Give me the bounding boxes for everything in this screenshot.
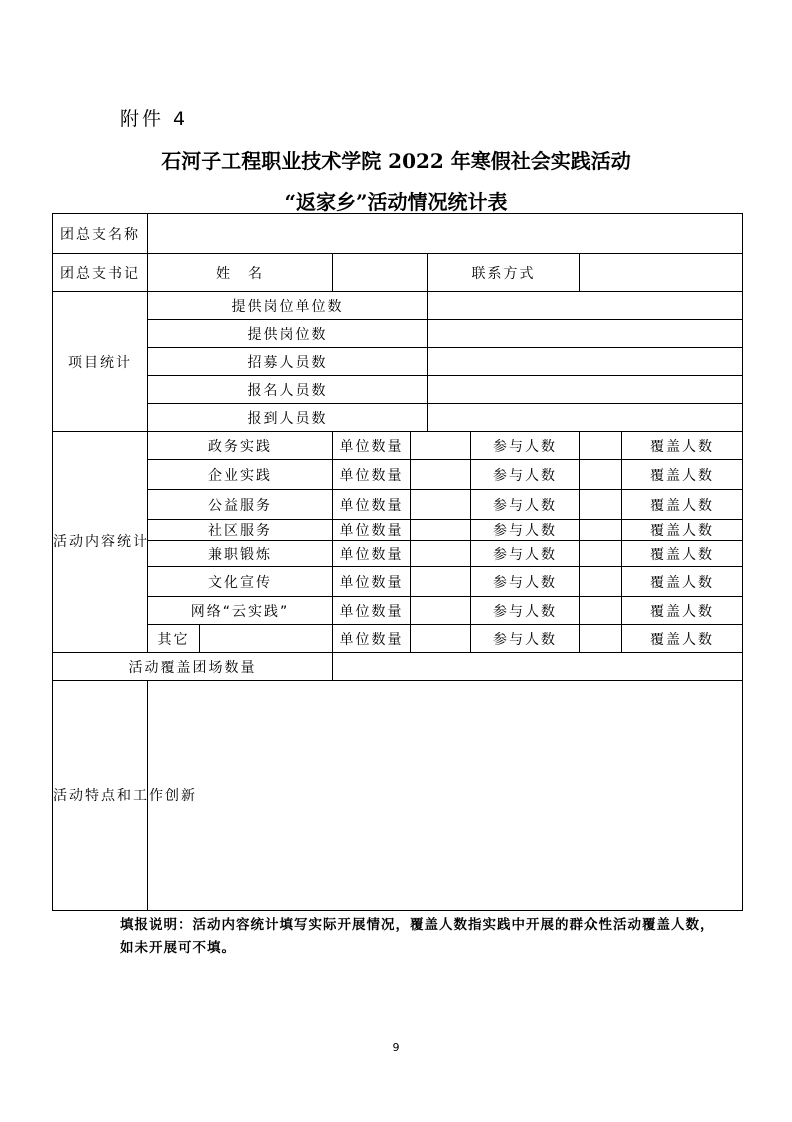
attachment-label: 附件 4 [120, 108, 189, 130]
org-name-label: 团总支名称 [53, 214, 148, 254]
participants-label: 参与人数 [471, 490, 580, 520]
project-item: 提供岗位数 [148, 320, 428, 348]
project-item-value[interactable] [428, 292, 743, 320]
activity-name: 文化宣传 [148, 567, 333, 597]
participants-field[interactable] [580, 541, 622, 567]
unit-count-label: 单位数量 [333, 460, 411, 490]
unit-count-field[interactable] [411, 490, 471, 520]
unit-count-field[interactable] [411, 520, 471, 541]
participants-field[interactable] [580, 460, 622, 490]
participants-label: 参与人数 [471, 520, 580, 541]
unit-count-field[interactable] [411, 597, 471, 625]
name-field[interactable] [333, 254, 428, 292]
participants-label: 参与人数 [471, 567, 580, 597]
unit-count-field[interactable] [411, 567, 471, 597]
coverage-label: 覆盖人数 [622, 567, 743, 597]
project-item: 报名人员数 [148, 376, 428, 404]
unit-count-label: 单位数量 [333, 597, 411, 625]
page-number: 9 [392, 1041, 400, 1054]
page-title-line1: 石河子工程职业技术学院 2022 年寒假社会实践活动 [161, 149, 631, 173]
coverage-label: 覆盖人数 [622, 541, 743, 567]
secretary-label: 团总支书记 [53, 254, 148, 292]
coverage-label: 覆盖人数 [622, 520, 743, 541]
statistics-table [52, 213, 743, 911]
participants-label: 参与人数 [471, 541, 580, 567]
unit-count-label: 单位数量 [333, 541, 411, 567]
unit-count-field[interactable] [411, 460, 471, 490]
other-activity-field[interactable] [200, 625, 333, 653]
name-label: 姓 名 [148, 254, 333, 292]
participants-field[interactable] [580, 520, 622, 541]
activity-name: 社区服务 [148, 520, 333, 541]
project-item: 报到人员数 [148, 404, 428, 432]
participants-label: 参与人数 [471, 597, 580, 625]
participants-label: 参与人数 [471, 625, 580, 653]
org-name-field[interactable] [148, 214, 743, 254]
activity-name: 兼职锻炼 [148, 541, 333, 567]
unit-count-field[interactable] [411, 625, 471, 653]
activity-name: 公益服务 [148, 490, 333, 520]
participants-field[interactable] [580, 432, 622, 460]
unit-count-field[interactable] [411, 541, 471, 567]
participants-field[interactable] [580, 490, 622, 520]
activity-name: 企业实践 [148, 460, 333, 490]
coverage-groups-field[interactable] [333, 653, 743, 681]
project-item-value[interactable] [428, 348, 743, 376]
participants-field[interactable] [580, 625, 622, 653]
unit-count-label: 单位数量 [333, 625, 411, 653]
unit-count-label: 单位数量 [333, 520, 411, 541]
contact-field[interactable] [580, 254, 743, 292]
unit-count-label: 单位数量 [333, 432, 411, 460]
unit-count-label: 单位数量 [333, 490, 411, 520]
activity-name: 政务实践 [148, 432, 333, 460]
coverage-label: 覆盖人数 [622, 625, 743, 653]
other-label: 其它 [148, 625, 200, 653]
project-item-value[interactable] [428, 320, 743, 348]
activity-name: 网络“云实践” [148, 597, 333, 625]
participants-label: 参与人数 [471, 460, 580, 490]
unit-count-field[interactable] [411, 432, 471, 460]
features-label: 活动特点和工作创新 [53, 681, 148, 911]
participants-field[interactable] [580, 567, 622, 597]
coverage-label: 覆盖人数 [622, 490, 743, 520]
page-title-line2: “返家乡”活动情况统计表 [284, 190, 508, 214]
coverage-label: 覆盖人数 [622, 432, 743, 460]
project-item-value[interactable] [428, 376, 743, 404]
unit-count-label: 单位数量 [333, 567, 411, 597]
features-field[interactable] [148, 681, 743, 911]
project-item-value[interactable] [428, 404, 743, 432]
fill-instructions: 填报说明：活动内容统计填写实际开展情况，覆盖人数指实践中开展的群众性活动覆盖人数，如未开展可不填。 [120, 917, 715, 956]
participants-label: 参与人数 [471, 432, 580, 460]
activity-stats-label: 活动内容统计 [53, 432, 148, 653]
project-item: 提供岗位单位数 [148, 292, 428, 320]
contact-label: 联系方式 [428, 254, 580, 292]
project-stats-label: 项目统计 [53, 292, 148, 432]
participants-field[interactable] [580, 597, 622, 625]
coverage-groups-label: 活动覆盖团场数量 [53, 653, 333, 681]
coverage-label: 覆盖人数 [622, 597, 743, 625]
coverage-label: 覆盖人数 [622, 460, 743, 490]
project-item: 招募人员数 [148, 348, 428, 376]
